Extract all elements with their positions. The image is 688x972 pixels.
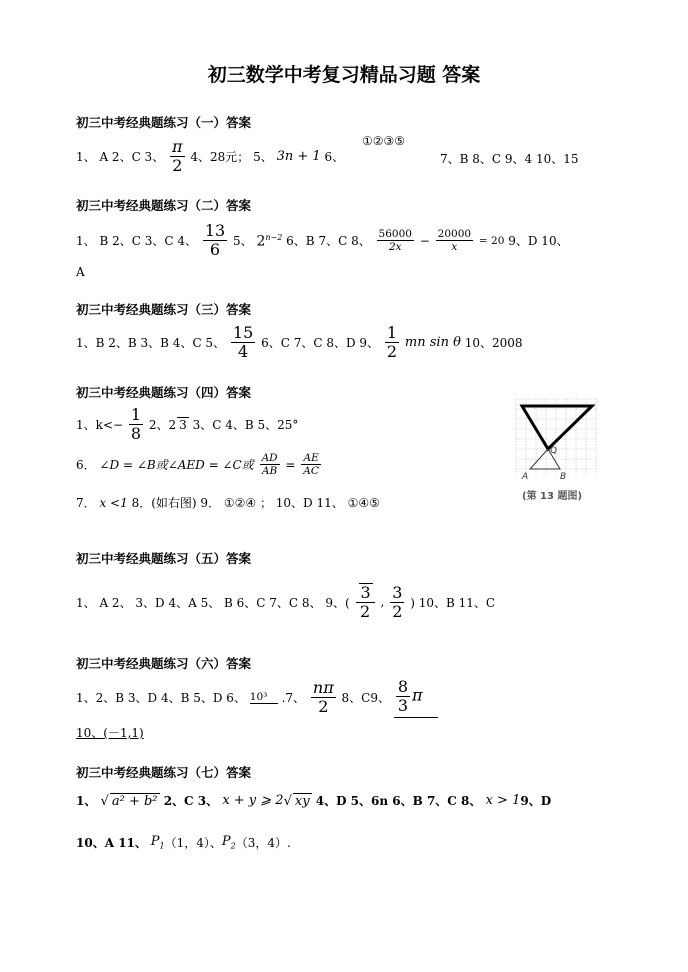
answers-line-2-wrap: A bbox=[76, 265, 85, 279]
label-q: Q bbox=[550, 446, 558, 456]
circled-answers: ①②③⑤ bbox=[362, 134, 406, 148]
label-b: B bbox=[560, 472, 567, 482]
fraction-15-over-4: $\frac{15}{4}$ bbox=[232, 323, 254, 362]
geometry-figure bbox=[512, 393, 608, 501]
fraction-sqrt3-over-2: $\frac{3}{2}$ bbox=[356, 583, 375, 622]
fraction-n-pi-over-2: $\frac{n\pi}{2}$ bbox=[312, 678, 334, 717]
page-title: 初三数学中考复习精品习题 答案 bbox=[207, 64, 481, 86]
fraction-pi-over-2: $\frac{\pi}{2}$ bbox=[172, 137, 183, 176]
label-a: A bbox=[522, 472, 529, 482]
answers-line-4c: 7． x <1 8．(如右图) 9． ①②④ ； 10、D 11、 ①④⑤ bbox=[76, 495, 380, 510]
fraction-AD-over-AB: $\frac{AD}{AB}$ bbox=[261, 452, 278, 478]
fraction-3-over-2: $\frac{3}{2}$ bbox=[392, 582, 403, 621]
fraction-1-over-2: $\frac{1}{2}$ bbox=[386, 323, 398, 362]
answers-line-3: 1、B 2、B 3、B 4、C 5、 $\frac{15}{4}$ 6、C 7、C 8、D 9、 $\frac{1}{2}$ mn sin θ 10、2008 bbox=[76, 323, 523, 362]
answers-line-7b: 10、A 11、 $P_1(1$，4）、$P_2(3$，4）. bbox=[76, 834, 291, 851]
fraction-13-over-6: $\frac{13}{6}$ bbox=[204, 221, 226, 260]
section-heading-7: 初三中考经典题练习（七）答案 bbox=[76, 765, 252, 780]
answers-line-2: 1、 B 2、C 3、C 4、 $\frac{13}{6}$ 5、 $2^{n-2}$ 6、B 7、C 8、 $\frac{56000}{2x}$ − $\frac{20000}{x}$ = 20 9、D 10、 bbox=[76, 221, 569, 260]
answers-line-1: 1、 A 2、C 3、 $\frac{\pi}{2}$ 4、28元； 5、 3n + 1 6、 bbox=[76, 137, 345, 176]
section-heading-2: 初三中考经典题练习（二）答案 bbox=[76, 198, 252, 213]
fraction-1-over-8: $\frac{1}{8}$ bbox=[130, 405, 142, 444]
fraction-20000-over-x: $\frac{20000}{x}$ bbox=[437, 228, 472, 254]
fraction-8-over-3: $\frac{8}{3}$ bbox=[397, 677, 409, 716]
section-heading-4: 初三中考经典题练习（四）答案 bbox=[76, 385, 252, 400]
section-heading-6: 初三中考经典题练习（六）答案 bbox=[76, 656, 252, 671]
answers-line-6b: 10、(－1,1) bbox=[76, 726, 144, 740]
answers-line-1-tail: 7、B 8、C 9、4 10、15 bbox=[440, 152, 579, 166]
fraction-AE-over-AC: $\frac{AE}{AC}$ bbox=[303, 452, 319, 478]
section-heading-1: 初三中考经典题练习（一）答案 bbox=[76, 115, 252, 130]
answers-line-4a: 1、k<− $\frac{1}{8}$ 2、2 3 3、C 4、B 5、25° bbox=[76, 405, 299, 444]
large-triangle bbox=[522, 406, 592, 449]
answers-line-7a: 1、 √ a² + b² 2、C 3、 x + y ⩾ 2√ xy 4、D 5、6n 6、B 7、C 8、 x > 19、D bbox=[76, 793, 552, 809]
fraction-56000-over-2x: $\frac{56000}{2x}$ bbox=[378, 228, 412, 254]
answers-line-6: 1、2、B 3、D 4、B 5、D 6、 10³ .7、 $\frac{n\pi}{2}$ 8、C9、 $\frac{8}{3}$ π bbox=[76, 678, 438, 718]
answers-line-5: 1、 A 2、 3、D 4、A 5、 B 6、C 7、C 8、 9、( $\frac{3}{2}$ , $\frac{3}{2}$ ) 10、B 11、C bbox=[76, 582, 496, 622]
figure-caption: (第 13 题图) bbox=[522, 491, 583, 502]
section-heading-5: 初三中考经典题练习（五）答案 bbox=[76, 551, 252, 566]
section-heading-3: 初三中考经典题练习（三）答案 bbox=[76, 302, 252, 317]
answers-line-4b: 6． ∠D = ∠B或∠AED = ∠C或 $\frac{AD}{AB}$ = $\frac{AE}{AC}$ bbox=[76, 452, 319, 478]
